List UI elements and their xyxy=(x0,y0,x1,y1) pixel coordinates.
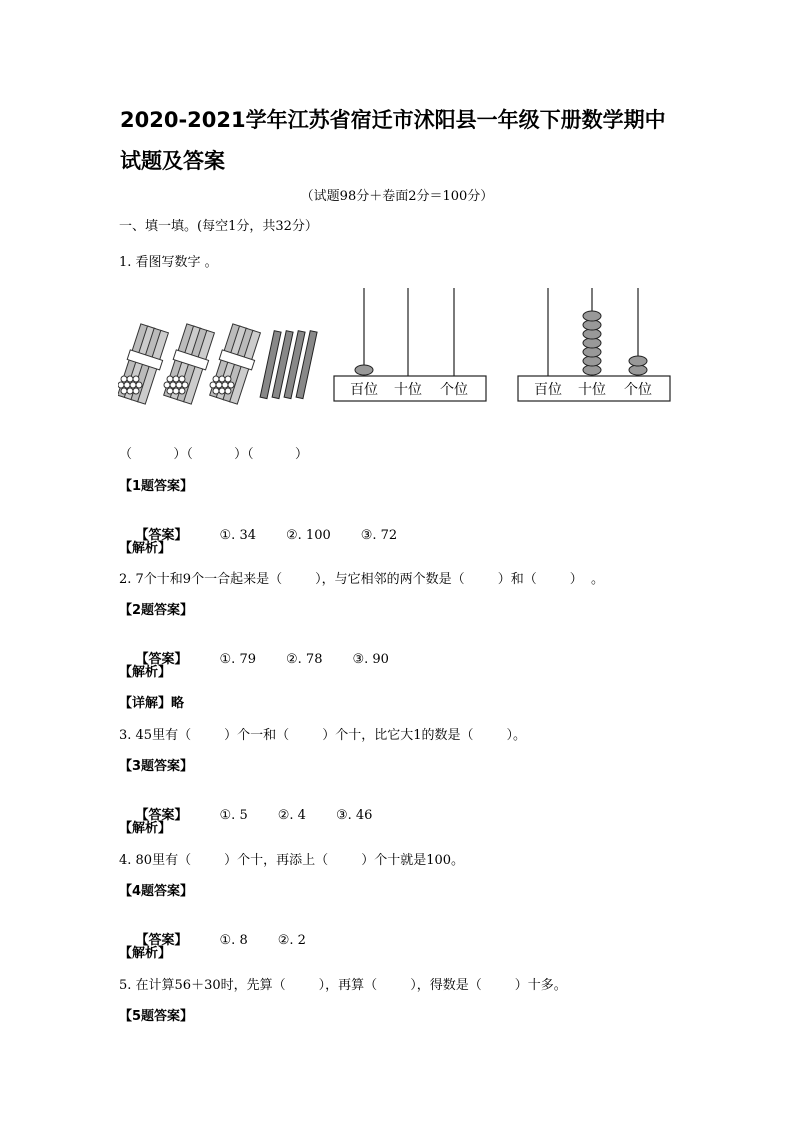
score-note: （试题98分＋卷面2分＝100分） xyxy=(300,189,494,204)
abacus-bead xyxy=(355,365,373,375)
question-1-text: 1. 看图写数字 。 xyxy=(119,255,218,270)
stick-bundle-icon xyxy=(162,323,218,405)
question-1-answer-header: 【1题答案】 xyxy=(119,479,194,494)
answer-label: 【答案】 xyxy=(135,808,188,823)
question-2-answer-header: 【2题答案】 xyxy=(119,603,194,618)
abacus-1-label-tens: 十位 xyxy=(394,382,422,398)
question-3-analysis: 【解析】 xyxy=(119,821,172,836)
answer-item: ②. 100 xyxy=(286,528,331,543)
question-3-answer-header: 【3题答案】 xyxy=(119,759,194,774)
answer-label: 【答案】 xyxy=(135,652,188,667)
question-3-text: 3. 45里有（ ）个一和（ ）个十，比它大1的数是（ ）。 xyxy=(119,728,527,743)
question-1-analysis: 【解析】 xyxy=(119,541,172,556)
question-5-text: 5. 在计算56＋30时，先算（ ），再算（ ），得数是（ ）十多。 xyxy=(119,978,567,993)
question-4-answer-header: 【4题答案】 xyxy=(119,884,194,899)
section-heading: 一、填一填。(每空1分，共32分） xyxy=(119,219,318,234)
answer-item: ①. 34 xyxy=(219,528,256,543)
answer-item: ①. 5 xyxy=(219,808,248,823)
page-title: 2020-2021学年江苏省宿迁市沭阳县一年级下册数学期中试题及答案 xyxy=(120,108,666,173)
abacus-1-label-hundreds: 百位 xyxy=(350,382,378,398)
answer-item: ②. 4 xyxy=(277,808,306,823)
question-2-text: 2. 7个十和9个一合起来是（ ），与它相邻的两个数是（ ）和（ ） 。 xyxy=(119,572,605,587)
stick-bundle-icon xyxy=(118,323,171,405)
answer-item: ①. 79 xyxy=(219,652,256,667)
abacus-bead xyxy=(629,356,647,366)
abacus-2-label-tens: 十位 xyxy=(578,382,606,398)
abacus-2-label-hundreds: 百位 xyxy=(534,382,562,398)
answer-label: 【答案】 xyxy=(135,933,188,948)
question-4-analysis: 【解析】 xyxy=(119,946,172,961)
abacus-bead xyxy=(583,311,601,321)
stick-bundle-icon xyxy=(208,323,264,405)
answer-item: ③. 90 xyxy=(352,652,389,667)
abacus-1-label-ones: 个位 xyxy=(440,382,468,398)
question-1-blanks: （ ）（ ）（ ） xyxy=(119,447,308,462)
abacus-2-label-ones: 个位 xyxy=(624,382,652,398)
answer-item: ③. 46 xyxy=(335,808,373,823)
question-4-text: 4. 80里有（ ）个十，再添上（ ）个十就是100。 xyxy=(119,853,465,868)
abacus-1 xyxy=(334,288,486,401)
answer-item: ③. 72 xyxy=(360,528,398,543)
question-5-answer-header: 【5题答案】 xyxy=(119,1009,194,1024)
question-2-detail: 【详解】略 xyxy=(119,696,185,711)
question-2-analysis: 【解析】 xyxy=(119,665,172,680)
question-1-figures xyxy=(118,280,678,410)
answer-item: ①. 8 xyxy=(219,933,248,948)
answer-item: ②. 78 xyxy=(286,652,323,667)
answer-item: ②. 2 xyxy=(277,933,306,948)
answer-label: 【答案】 xyxy=(135,528,188,543)
single-sticks-icon xyxy=(260,331,317,399)
abacus-2 xyxy=(518,288,670,401)
